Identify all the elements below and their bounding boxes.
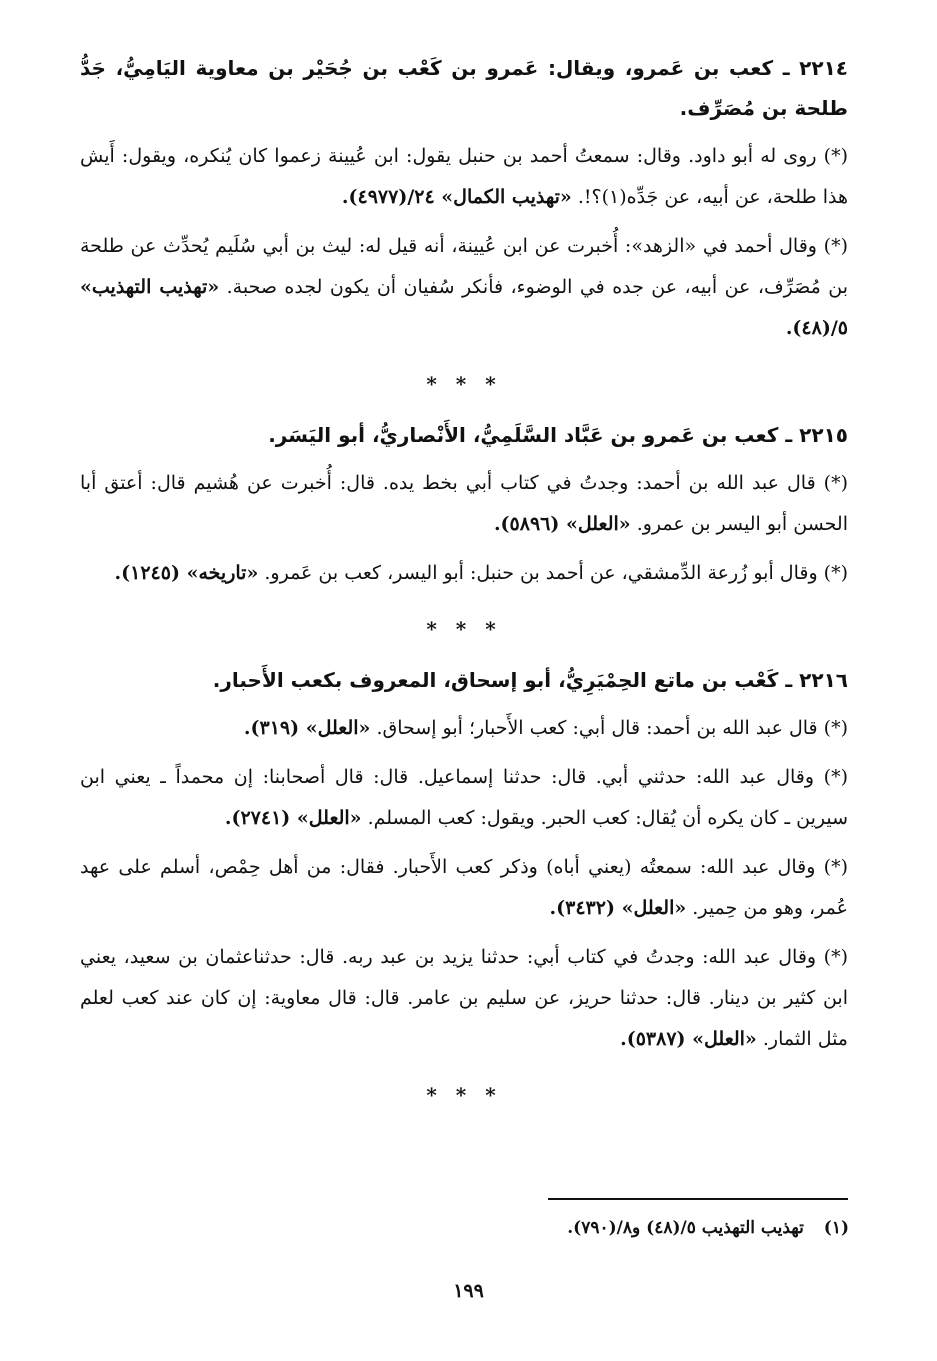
entry-2214 bbox=[80, 48, 848, 349]
entry-2215 bbox=[80, 415, 848, 594]
paragraph-text: (*) وقال عبد الله: وجدتُ في كتاب أبي: حدثنا يزيد بن عبد ربه. قال: حدثناعثمان بن سعيد، يعني ابن كثير بن دينار. قال: حدثنا حريز، عن سليم بن عامر. قال: قال معاوية: إن كان عند كعب لعلم مثل الثمار. bbox=[80, 946, 848, 1050]
entry-2216 bbox=[80, 660, 848, 1060]
paragraph-reference: «العلل» (٥٨٩٦). bbox=[493, 513, 631, 535]
entry-paragraph bbox=[80, 226, 848, 349]
paragraph-text: (*) وقال أحمد في «الزهد»: أُخبرت عن ابن عُيينة، أنه قيل له: ليث بن أبي سُلَيم يُحدِّث عن طلحة بن مُصَرِّف، عن أبيه، عن جده في الوضوء، فأنكر سُفيان أن يكون لجده صحبة. bbox=[80, 235, 848, 298]
page-number: ١٩٩ bbox=[453, 1280, 484, 1302]
paragraph-text: (*) وقال عبد الله: حدثني أبي. قال: حدثنا إسماعيل. قال: قال أصحابنا: إن محمداً ـ يعني ابن سيرين ـ كان يكره أن يُقال: كعب الحبر. ويقول: كعب المسلم. bbox=[80, 766, 848, 829]
entry-paragraph bbox=[80, 847, 848, 929]
entry-paragraph bbox=[80, 553, 848, 594]
paragraph-text: (*) وقال أبو زُرعة الدِّمشقي، عن أحمد بن حنبل: أبو اليسر، كعب بن عَمرو. bbox=[264, 562, 848, 584]
page-body bbox=[80, 48, 848, 1126]
paragraph-reference: «تهذيب الكمال» ٢٤/(٤٩٧٧). bbox=[341, 186, 572, 208]
entry-heading: ٢٢١٦ ـ كَعْب بن ماتع الحِمْيَرِيُّ، أبو إسحاق، المعروف بكعب الأَحبار. bbox=[212, 668, 848, 692]
footnote bbox=[249, 1218, 849, 1238]
entry-paragraph bbox=[80, 757, 848, 839]
section-separator: * * * bbox=[426, 617, 502, 641]
paragraph-reference: «العلل» (٢٧٤١). bbox=[224, 807, 362, 829]
section-separator: * * * bbox=[426, 372, 502, 396]
footnote-text: تهذيب التهذيب ٥/(٤٨) و٨/(٧٩٠). bbox=[567, 1218, 804, 1238]
paragraph-text: (*) وقال عبد الله: سمعتُه (يعني أباه) وذكر كعب الأَحبار. فقال: من أهل حِمْص، أسلم على عهد عُمر، وهو من حِمير. bbox=[80, 856, 848, 919]
entry-paragraph bbox=[80, 937, 848, 1060]
section-separator: * * * bbox=[426, 1083, 502, 1107]
entry-heading: ٢٢١٤ ـ كعب بن عَمرو، ويقال: عَمرو بن كَعْب بن جُحَيْر بن معاوية اليَامِيُّ، جَدُّ طلحة بن مُصَرِّف. bbox=[80, 56, 848, 120]
entry-paragraph bbox=[80, 136, 848, 218]
paragraph-reference: «العلل» (٣١٩). bbox=[243, 717, 371, 739]
entry-paragraph bbox=[80, 463, 848, 545]
footnote-number: (١) bbox=[823, 1218, 849, 1238]
paragraph-text: (*) قال عبد الله بن أحمد: وجدتُ في كتاب أبي بخط يده. قال: أُخبرت عن هُشيم قال: أعتق أبا الحسن أبو اليسر بن عمرو. bbox=[80, 472, 848, 535]
paragraph-reference: «تاريخه» (١٢٤٥). bbox=[114, 562, 259, 584]
paragraph-reference: «العلل» (٣٤٣٢). bbox=[549, 897, 687, 919]
entry-heading: ٢٢١٥ ـ كعب بن عَمرو بن عَبَّاد السَّلَمِيُّ، الأَنْصاريُّ، أبو اليَسَر. bbox=[268, 423, 848, 447]
paragraph-reference: «العلل» (٥٣٨٧). bbox=[620, 1028, 757, 1050]
paragraph-reference: «تهذيب التهذيب» ٥/(٤٨). bbox=[80, 276, 848, 339]
footnote-divider bbox=[548, 1198, 848, 1200]
paragraph-text: (*) قال عبد الله بن أحمد: قال أبي: كعب الأَحبار؛ أبو إسحاق. bbox=[376, 717, 848, 739]
paragraph-text: (*) روى له أبو داود. وقال: سمعتُ أحمد بن حنبل يقول: ابن عُيينة زعموا كان يُنكره، ويقول: أَيش هذا طلحة، عن أبيه، عن جَدِّه(١)؟!. bbox=[80, 145, 848, 208]
entry-paragraph bbox=[80, 708, 848, 749]
